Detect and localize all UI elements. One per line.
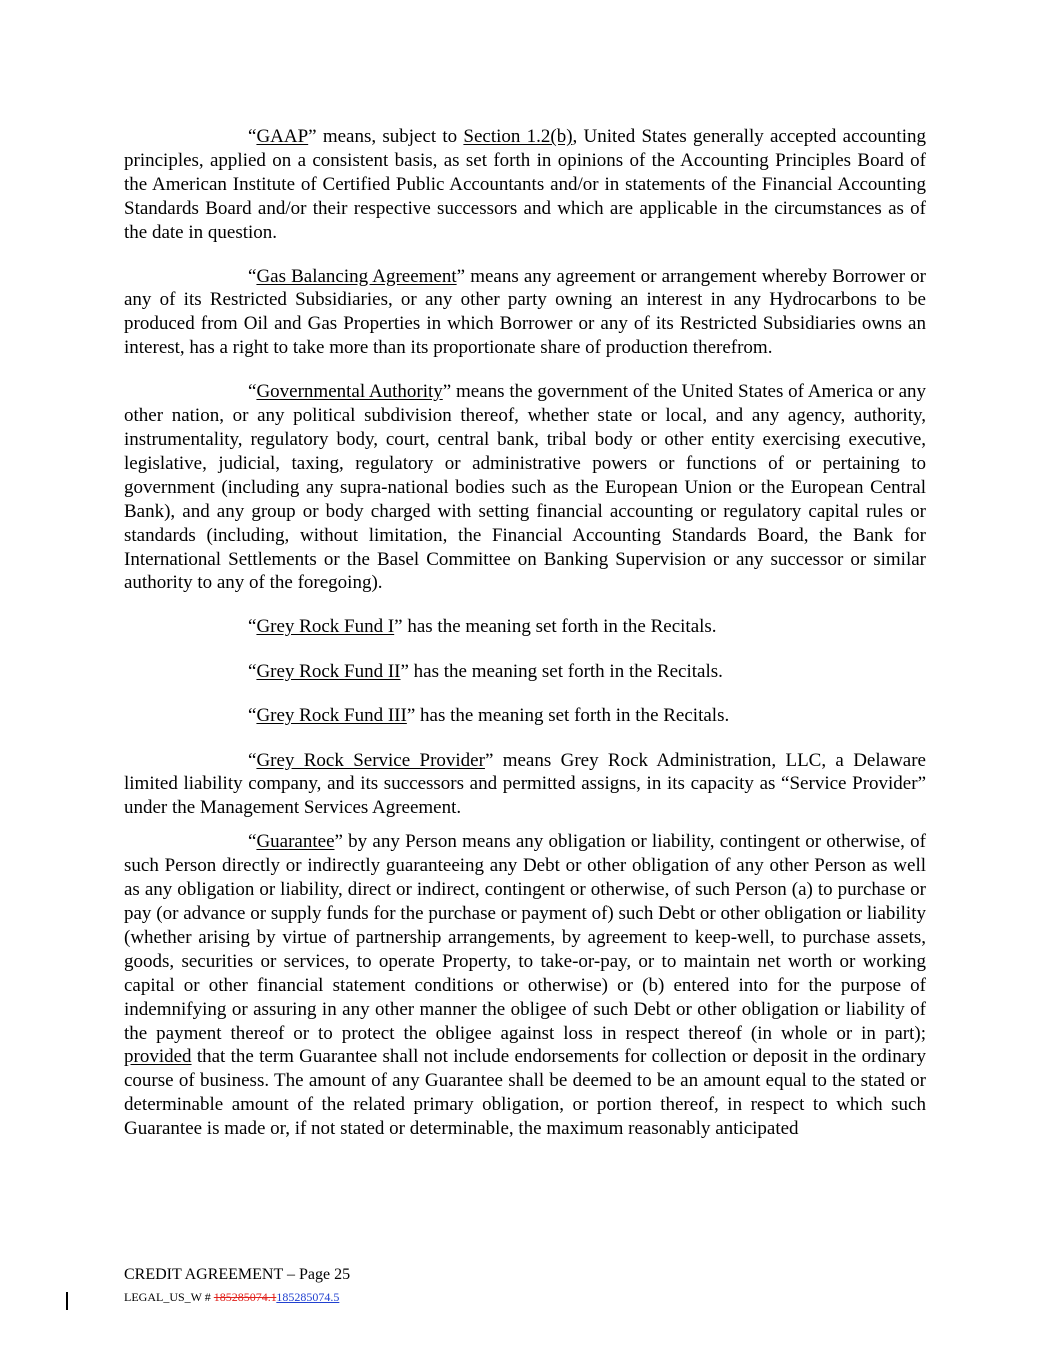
document-id-inserted: 185285074.5 xyxy=(276,1290,340,1304)
defined-term: Grey Rock Fund II xyxy=(256,660,401,682)
definition-text: ” by any Person means any obligation or liability, contingent or otherwise, of such Person directly or indirectly guaranteeing any Debt or other obligation of any other Person as well as any obligation or liability, direct or indirect, contingent or otherwise, of such Person (a) to purchase or pay (or advance or supply funds for the purchase or payment of) such Debt or other obligation or liability (whether arising by virtue of partnership arrangements, by agreement to keep-well, to purchase assets, goods, securities or services, to operate Property, to take-or-pay, or to maintain net worth or working capital or other financial statement conditions or otherwise) or (b) entered into for the purpose of indemnifying or assuring in any other manner the obligee of such Debt or other obligation or liability of the payment thereof or to protect the obligee against loss in respect thereof (in whole or in part); xyxy=(124,831,926,1044)
page-label: CREDIT AGREEMENT – Page 25 xyxy=(124,1266,351,1283)
definition-governmental-authority: “Governmental Authority” means the government of the United States of America or any other nation, or any political subdivision thereof, whether state or local, and any agency, authority, instrumentality, regulatory body, court, central bank, tribal body or other entity exercising executive, legislative, judicial, taxing, regulatory or administrative powers or functions of or pertaining to government (including any supra-national bodies such as the European Union or the European Central Bank), and any group or body charged with setting financial accounting or regulatory capital rules or standards (including, without limitation, the Financial Accounting Standards Board, the Bank for International Settlements or the Basel Committee on Banking Supervision or any successor or similar authority to any of the foregoing). xyxy=(124,381,927,594)
definition-text: ” means the government of the United States of America or any other nation, or any political subdivision thereof, whether state or local, and any agency, authority, instrumentality, regulatory body, court, central bank, tribal body or other entity exercising executive, legislative, judicial, taxing, regulatory or administrative powers or functions of or pertaining to government (including any supra-national bodies such as the European Union or the European Central Bank), and any group or body charged with setting financial accounting or regulatory capital rules or standards (including, without limitation, the Financial Accounting Standards Board, the Bank for International Settlements or the Basel Committee on Banking Supervision or any successor or similar authority to any of the foregoing). xyxy=(124,381,927,594)
definition-text: ” has the meaning set forth in the Recitals. xyxy=(400,660,723,682)
document-body xyxy=(124,125,926,1161)
definition-text: , United States generally accepted accounting principles, applied on a consistent basis, as set forth in opinions of the Accounting Principles Board of the American Institute of Certified Public Accountants and/or in statements of the Financial Accounting Standards Board and/or their respective successors and which are applicable in the circumstances as of the date in question. xyxy=(124,126,926,243)
definition-text: ” has the meaning set forth in the Recitals. xyxy=(394,616,717,638)
proviso-term: provided xyxy=(124,1046,192,1068)
definition-text: ” means Grey Rock Administration, LLC, a Delaware limited liability company, and its successors and permitted assigns, in its capacity as “Service Provider” under the Management Services Agreement. xyxy=(124,749,926,819)
section-reference: Section 1.2(b) xyxy=(463,126,573,147)
definition-text: ” means any agreement or arrangement whereby Borrower or any of its Restricted Subsidiaries, or any other party owning an interest in any Hydrocarbons to be produced from Oil and Gas Properties in which Borrower or any of its Restricted Subsidiaries owns an interest, has a right to take more than its proportionate share of production therefrom. xyxy=(124,265,926,359)
definition-grey-rock-service-provider: “Grey Rock Service Provider” means Grey Rock Administration, LLC, a Delaware limited liability company, and its successors and permitted assigns, in its capacity as “Service Provider” under the Management Services Agreement. xyxy=(124,749,926,819)
definition-guarantee: “Guarantee” by any Person means any obligation or liability, contingent or otherwise, of such Person directly or indirectly guaranteeing any Debt or other obligation of any other Person as well as any obligation or liability, direct or indirect, contingent or otherwise, of such Person (a) to purchase or pay (or advance or supply funds for the purchase or payment of) such Debt or other obligation or liability (whether arising by virtue of partnership arrangements, by agreement to keep-well, to purchase assets, goods, securities or services, to operate Property, to take-or-pay, or to maintain net worth or working capital or other financial statement conditions or otherwise) or (b) entered into for the purpose of indemnifying or assuring in any other manner the obligee of such Debt or other obligation or liability of the payment thereof or to protect the obligee against loss in respect thereof (in whole or in part); provided that the term Guarantee shall not include endorsements for collection or deposit in the ordinary course of business. The amount of any Guarantee shall be deemed to be an amount equal to the stated or determinable amount of the related primary obligation, or portion thereof, in respect to which such Guarantee is made or, if not stated or determinable, the maximum reasonably anticipated xyxy=(124,831,926,1140)
definition-text: that the term Guarantee shall not include endorsements for collection or deposit in the ordinary course of business. The amount of any Guarantee shall be deemed to be an amount equal to the stated or determinable amount of the related primary obligation, or portion thereof, in respect to which such Guarantee is made or, if not stated or determinable, the maximum reasonably anticipated xyxy=(124,1046,926,1140)
definition-gas-balancing-agreement: “Gas Balancing Agreement” means any agreement or arrangement whereby Borrower or any of its Restricted Subsidiaries, or any other party owning an interest in any Hydrocarbons to be produced from Oil and Gas Properties in which Borrower or any of its Restricted Subsidiaries owns an interest, has a right to take more than its proportionate share of production therefrom. xyxy=(124,265,926,359)
definition-text: ” has the meaning set forth in the Recitals. xyxy=(406,705,730,727)
defined-term: Guarantee xyxy=(256,831,335,853)
defined-term: Grey Rock Fund III xyxy=(256,705,407,727)
definition-text: ” means, subject to xyxy=(308,126,464,147)
defined-term: GAAP xyxy=(256,126,309,147)
defined-term: Grey Rock Service Provider xyxy=(256,749,485,771)
document-id-prefix: LEGAL_US_W # xyxy=(124,1290,214,1304)
defined-term: Governmental Authority xyxy=(256,381,443,403)
defined-term: Gas Balancing Agreement xyxy=(256,265,457,287)
definition-grey-rock-fund-i: “Grey Rock Fund I” has the meaning set forth in the Recitals. xyxy=(248,616,717,638)
document-id-deleted: 185285074.1 xyxy=(213,1290,277,1304)
page-footer xyxy=(124,1266,350,1305)
definition-grey-rock-fund-iii: “Grey Rock Fund III” has the meaning set forth in the Recitals. xyxy=(248,705,730,727)
definition-gaap: “GAAP” means, subject to Section 1.2(b), United States generally accepted accounting principles, applied on a consistent basis, as set forth in opinions of the Accounting Principles Board of the American Institute of Certified Public Accountants and/or in statements of the Financial Accounting Standards Board and/or their respective successors and which are applicable in the circumstances as of the date in question. xyxy=(124,126,926,243)
definition-grey-rock-fund-ii: “Grey Rock Fund II” has the meaning set forth in the Recitals. xyxy=(248,660,723,682)
revision-change-bar xyxy=(66,1292,68,1310)
defined-term: Grey Rock Fund I xyxy=(256,616,395,638)
document-id xyxy=(124,1289,350,1305)
